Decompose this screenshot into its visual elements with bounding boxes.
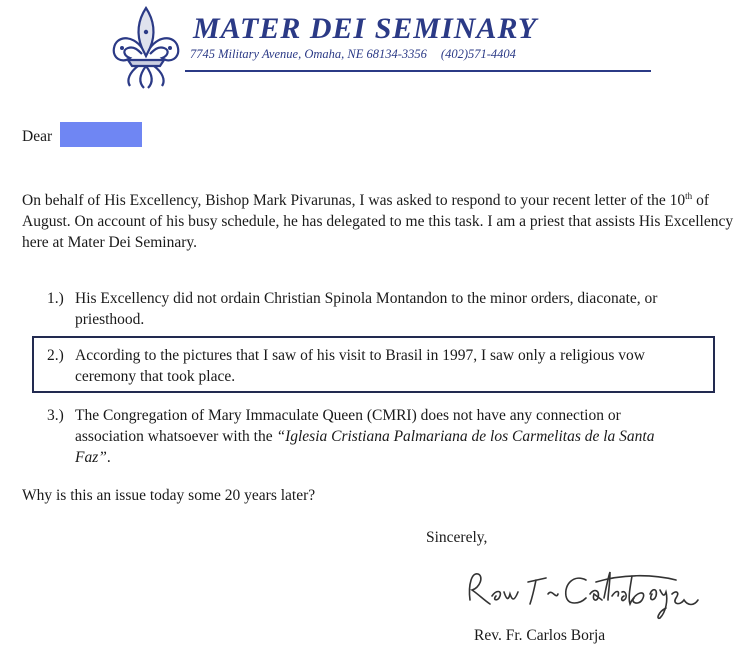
item-1-text: His Excellency did not ordain Christian Spinola Montandon to the minor orders, diaconate, or priesthood. bbox=[75, 290, 658, 328]
intro-paragraph bbox=[22, 190, 734, 253]
org-address-line bbox=[190, 47, 516, 62]
item-2-text: According to the pictures that I saw of his visit to Brasil in 1997, I saw only a religious vow ceremony that took place. bbox=[75, 347, 645, 385]
intro-superscript: th bbox=[685, 190, 693, 201]
item-1-number: 1.) bbox=[47, 290, 64, 307]
item-3-text bbox=[75, 405, 685, 468]
closing: Sincerely, bbox=[426, 529, 488, 546]
item-2-number: 2.) bbox=[47, 347, 64, 364]
org-phone: (402)571-4404 bbox=[440, 47, 516, 61]
handwritten-signature bbox=[462, 560, 712, 622]
item-3-number: 3.) bbox=[47, 407, 64, 424]
intro-text-1: On behalf of His Excellency, Bishop Mark Pivarunas, I was asked to respond to your recent letter of the 10 bbox=[22, 192, 686, 209]
signer-name: Rev. Fr. Carlos Borja bbox=[474, 627, 606, 644]
intro-text-2: of August. On account of his busy schedule, he has delegated to me this task. I am a priest that assists His Excellency here at Mater Dei Seminary. bbox=[22, 192, 734, 251]
salutation: Dear bbox=[22, 128, 53, 145]
item-3-text-1: The Congregation of Mary Immaculate Queen (CMRI) does not have any connection or association whatsoever with the bbox=[75, 407, 621, 445]
redacted-name-block bbox=[60, 122, 142, 147]
item-3-italic-name: “Iglesia Cristiana Palmariana de los Carmelitas de la Santa Faz” bbox=[75, 428, 655, 466]
fleur-de-lis-logo bbox=[108, 4, 184, 92]
org-name: MATER DEI SEMINARY bbox=[193, 12, 538, 45]
item-3-text-2: . bbox=[106, 449, 111, 466]
closing-question: Why is this an issue today some 20 years later? bbox=[22, 487, 316, 504]
org-address: 7745 Military Avenue, Omaha, NE 68134-3356 bbox=[190, 47, 427, 61]
letterhead-rule bbox=[185, 70, 651, 72]
